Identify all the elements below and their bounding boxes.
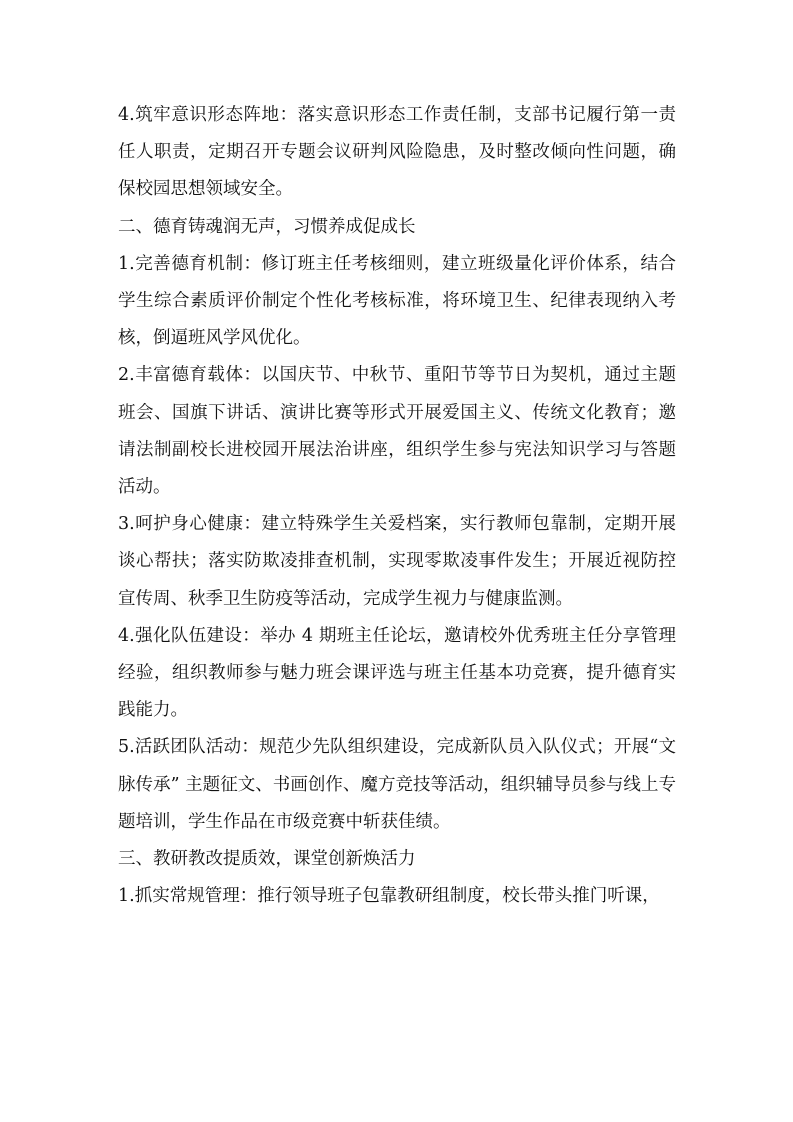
- paragraph-ideology-position: 4.筑牢意识形态阵地：落实意识形态工作责任制，支部书记履行第一责任人职责，定期召开专题会议研判风险隐患，及时整改倾向性问题，确保校园思想领域安全。: [118, 105, 676, 200]
- paragraph-routine-management: 1.抓实常规管理：推行领导班子包靠教研组制度，校长带头推门听课，: [118, 886, 660, 907]
- paragraph-moral-carriers: 2.丰富德育载体：以国庆节、中秋节、重阳节等节日为契机，通过主题班会、国旗下讲话、演讲比赛等形式开展爱国主义、传统文化教育；邀请法制副校长进校园开展法治讲座，组织学生参与宪法知识学习与答题活动。: [118, 365, 676, 498]
- document-page: [118, 97, 676, 915]
- paragraph-moral-mechanism: 1.完善德育机制：修订班主任考核细则，建立班级量化评价体系，结合学生综合素质评价制定个性化考核标准，将环境卫生、纪律表现纳入考核，倒逼班风学风优化。: [118, 253, 676, 349]
- paragraph-group-activities: 5.活跃团队活动：规范少先队组织建设，完成新队员入队仪式；开展“文脉传承” 主题征文、书画创作、魔方竞技等活动，组织辅导员参与线上专题培训，学生作品在市级竞赛中斩获佳绩。: [118, 737, 676, 832]
- section-heading-teaching-research: 三、教研教改提质效，课堂创新焕活力: [118, 849, 416, 870]
- section-heading-moral-education: 二、德育铸魂润无声，习惯养成促成长: [118, 216, 416, 237]
- paragraph-team-building: 4.强化队伍建设：举办 4 期班主任论坛，邀请校外优秀班主任分享管理经验，组织教师参与魅力班会课评选与班主任基本功竞赛，提升德育实践能力。: [118, 625, 676, 721]
- paragraph-mental-health: 3.呵护身心健康：建立特殊学生关爱档案，实行教师包靠制，定期开展谈心帮扶；落实防欺凌排查机制，实现零欺凌事件发生；开展近视防控宣传周、秋季卫生防疫等活动，完成学生视力与健康监测。: [118, 514, 676, 609]
